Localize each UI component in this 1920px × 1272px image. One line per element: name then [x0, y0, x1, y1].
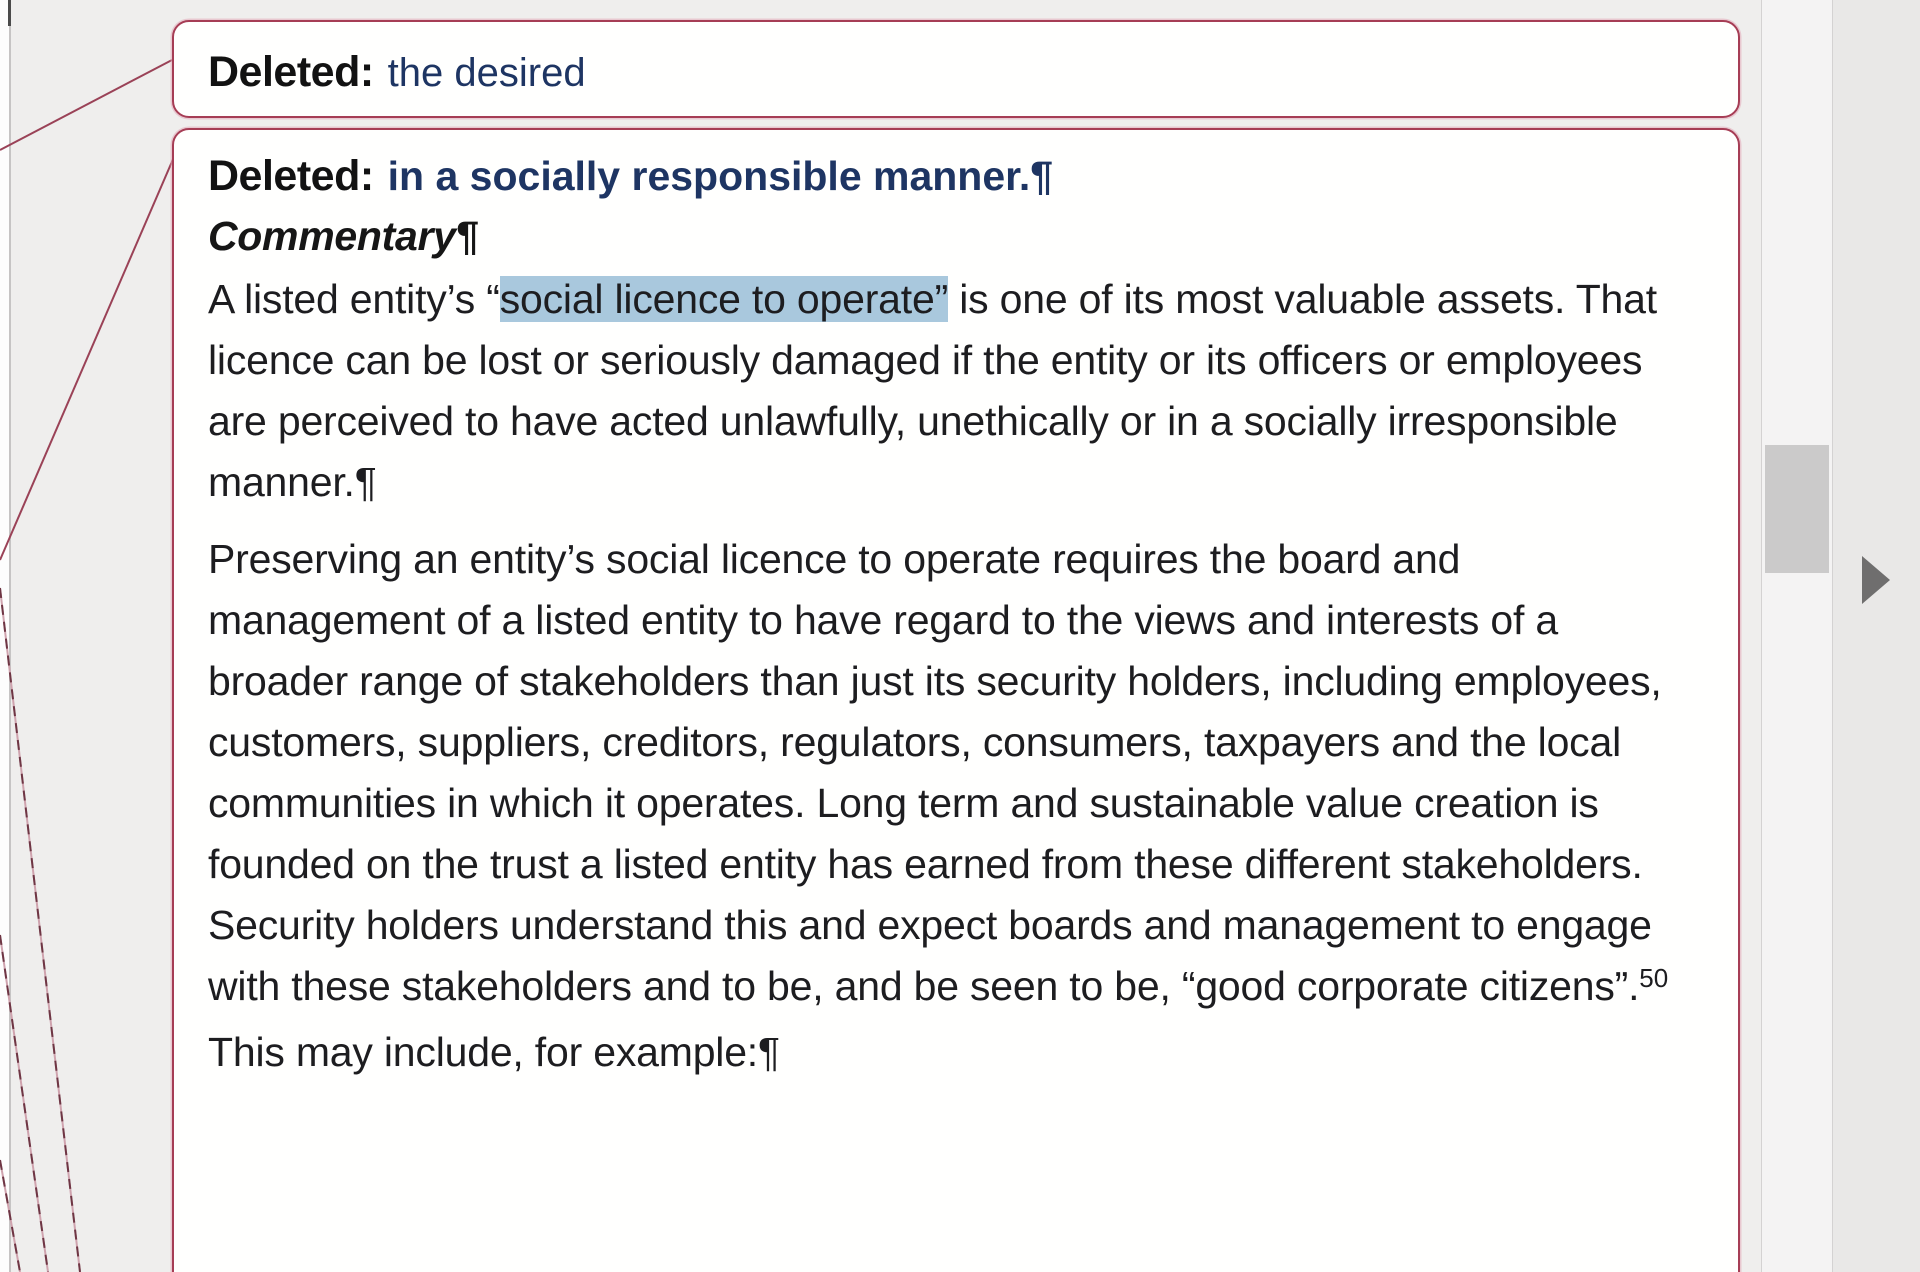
deleted-text: in a socially responsible manner.¶ [387, 153, 1054, 199]
scrollbar-thumb[interactable] [1765, 445, 1829, 573]
deleted-text: the desired [387, 51, 586, 95]
paragraph2-text-after: This may include, for example:¶ [208, 1029, 780, 1075]
right-arrow-icon[interactable] [1862, 556, 1890, 604]
paragraph1-text-before: A listed entity’s “ [208, 276, 500, 322]
commentary-heading: Commentary¶ [208, 213, 479, 259]
deleted-label: Deleted: [208, 152, 374, 200]
commentary-paragraph-2 [174, 529, 1738, 1083]
deleted-label: Deleted: [208, 48, 374, 96]
commentary-paragraph-1 [174, 269, 1738, 513]
right-gray-panel [1833, 0, 1920, 1272]
revision-balloon-deleted-2[interactable] [172, 128, 1740, 1272]
revision-connector-lines [0, 0, 190, 1272]
vertical-scrollbar-track[interactable] [1761, 0, 1833, 1272]
paragraph1-text-after: is one of its most valuable assets. That licence can be lost or seriously damaged if the entity or its officers or employees are perceived to have acted unlawfully, unethically or in a socially irresponsible manner.¶ [208, 276, 1657, 505]
revision-balloon-deleted-1[interactable] [172, 20, 1740, 118]
footnote-superscript: 50 [1639, 963, 1669, 993]
paragraph2-text-before: Preserving an entity’s social licence to operate requires the board and management of a listed entity to have regard to the views and interests of a broader range of stakeholders than just its security holders, including employees, customers, suppliers, creditors, regulators, consumers, taxpayers and the local communities in which it operates. Long term and sustainable value creation is founded on the trust a listed entity has earned from these different stakeholders. Security holders understand this and expect boards and management to engage with these stakeholders and to be, and be seen to be, “good corporate citizens”. [208, 536, 1662, 1009]
selection-highlight: social licence to operate” [499, 276, 949, 322]
